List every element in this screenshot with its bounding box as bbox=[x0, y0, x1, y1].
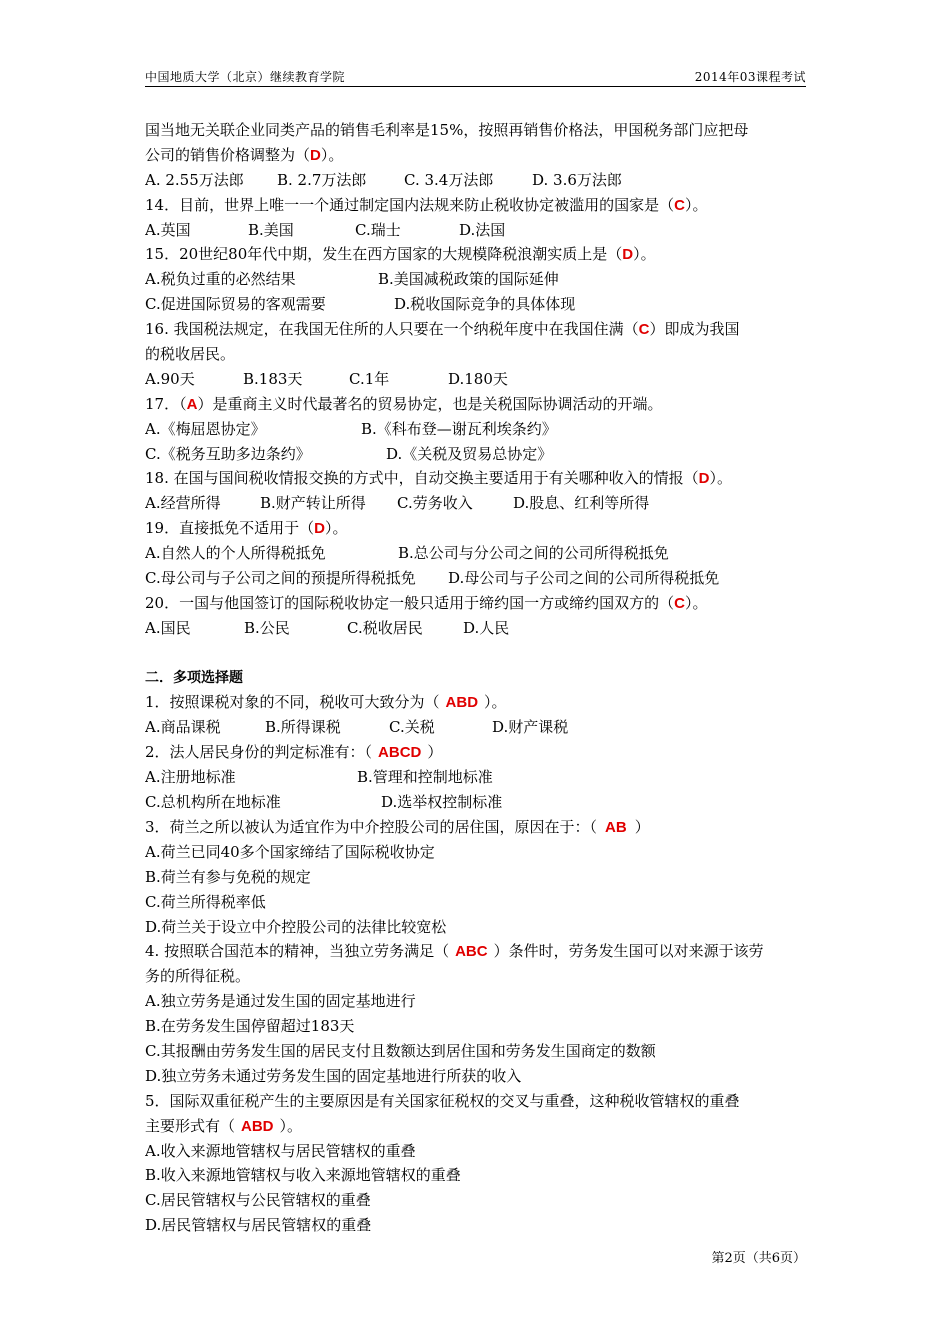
option-a: A.商品课税 bbox=[145, 718, 221, 737]
section-spacer bbox=[145, 641, 806, 666]
option-c: C.1年 bbox=[349, 369, 390, 388]
option-a: A.税负过重的必然结果 bbox=[145, 270, 296, 289]
option-b: B.财产转让所得 bbox=[260, 494, 366, 513]
option-c: C.《税务互助多边条约》 bbox=[145, 444, 311, 463]
option-c: C.母公司与子公司之间的预提所得税抵免 bbox=[145, 569, 416, 588]
page-number: 第2页（共6页） bbox=[711, 1251, 806, 1266]
answer-mark: C bbox=[674, 196, 685, 214]
q15-options bbox=[145, 267, 806, 292]
option-a: A.收入来源地管辖权与居民管辖权的重叠 bbox=[145, 1141, 416, 1160]
q15-options bbox=[145, 292, 806, 317]
m4-text-line: 务的所得征税。 bbox=[145, 967, 251, 986]
answer-mark: C bbox=[674, 594, 685, 612]
option-a: A.自然人的个人所得税抵免 bbox=[145, 544, 326, 563]
option-d: D.股息、红利等所得 bbox=[513, 494, 650, 513]
question-19: 19．直接抵免不适用于（D）。 bbox=[145, 519, 348, 538]
option-b: B.荷兰有参与免税的规定 bbox=[145, 867, 311, 886]
option-d: D. 3.6万法郎 bbox=[532, 170, 622, 189]
question-17: 17．（A）是重商主义时代最著名的贸易协定，也是关税国际协调活动的开端。 bbox=[145, 394, 663, 413]
exam-content bbox=[145, 118, 806, 1238]
q18-options bbox=[145, 491, 806, 516]
question-18: 18. 在国与国间税收情报交换的方式中，自动交换主要适用于有关哪种收入的情报（D）。 bbox=[145, 469, 732, 488]
option-a: A.《梅屈恩协定》 bbox=[145, 419, 266, 438]
answer-mark: ABC bbox=[455, 943, 488, 961]
option-c: C.荷兰所得税率低 bbox=[145, 892, 266, 911]
multi-question-4: 4. 按照联合国范本的精神，当独立劳务满足（ ABC ）条件时，劳务发生国可以对来源于该劳 bbox=[145, 942, 764, 961]
option-a: A.独立劳务是通过发生国的固定基地进行 bbox=[145, 992, 416, 1011]
option-b: B.总公司与分公司之间的公司所得税抵免 bbox=[398, 544, 669, 563]
option-b: B.所得课税 bbox=[265, 718, 341, 737]
option-d: D.人民 bbox=[463, 618, 510, 637]
section-title: 二．多项选择题 bbox=[145, 669, 243, 686]
multi-question-1: 1．按照课税对象的不同，税收可大致分为（ ABD ）。 bbox=[145, 693, 507, 712]
option-c: C.劳务收入 bbox=[397, 494, 473, 513]
option-c: C.总机构所在地标准 bbox=[145, 793, 281, 812]
option-c: C.瑞士 bbox=[355, 220, 401, 239]
header-institution: 中国地质大学（北京）继续教育学院 bbox=[145, 70, 346, 84]
option-b: B.公民 bbox=[244, 618, 290, 637]
q16-options bbox=[145, 367, 806, 392]
answer-mark: A bbox=[186, 395, 198, 413]
multi-question-3: 3．荷兰之所以被认为适宜作为中介控股公司的居住国，原因在于：（ AB ） bbox=[145, 817, 650, 836]
option-b: B.收入来源地管辖权与收入来源地管辖权的重叠 bbox=[145, 1166, 461, 1185]
m5-text-line: 主要形式有（ ABD ）。 bbox=[145, 1116, 303, 1135]
answer-mark: D bbox=[622, 246, 634, 264]
option-d: D.选举权控制标准 bbox=[381, 793, 503, 812]
answer-mark: AB bbox=[605, 818, 627, 836]
answer-mark: ABD bbox=[445, 694, 479, 712]
option-d: D.荷兰关于设立中介控股公司的法律比较宽松 bbox=[145, 917, 447, 936]
option-c: C.其报酬由劳务发生国的居民支付且数额达到居住国和劳务发生国商定的数额 bbox=[145, 1041, 656, 1060]
answer-mark: ABCD bbox=[378, 744, 422, 762]
option-c: C.关税 bbox=[389, 718, 435, 737]
q14-options bbox=[145, 218, 806, 243]
option-a: A.国民 bbox=[145, 618, 191, 637]
option-d: D.独立劳务未通过劳务发生国的固定基地进行所获的收入 bbox=[145, 1066, 522, 1085]
option-b: B.183天 bbox=[243, 369, 303, 388]
question-16: 16. 我国税法规定，在我国无住所的人只要在一个纳税年度中在我国住满（C）即成为我国 bbox=[145, 320, 740, 339]
q19-options bbox=[145, 541, 806, 566]
answer-mark: D bbox=[314, 520, 325, 538]
q13-options bbox=[145, 168, 806, 193]
answer-mark: D bbox=[698, 470, 710, 488]
question-14: 14．目前，世界上唯一一个通过制定国内法规来防止税收协定被滥用的国家是（C）。 bbox=[145, 195, 708, 214]
option-b: B.美国 bbox=[248, 220, 294, 239]
option-a: A.荷兰已同40多个国家缔结了国际税收协定 bbox=[145, 842, 435, 861]
header-exam-title: 2014年03课程考试 bbox=[694, 70, 806, 84]
option-d: D.财产课税 bbox=[492, 718, 569, 737]
m1-options bbox=[145, 715, 806, 740]
question-15: 15．20世纪80年代中期，发生在西方国家的大规模降税浪潮实质上是（D）。 bbox=[145, 245, 656, 264]
option-a: A.经营所得 bbox=[145, 494, 221, 513]
option-b: B.管理和控制地标准 bbox=[357, 768, 493, 787]
q17-options bbox=[145, 442, 806, 467]
q13-text-line: 公司的销售价格调整为（D）。 bbox=[145, 145, 344, 164]
multi-question-5: 5．国际双重征税产生的主要原因是有关国家征税权的交叉与重叠，这种税收管辖权的重叠 bbox=[145, 1091, 740, 1110]
answer-mark: D bbox=[310, 146, 321, 164]
answer-mark: ABD bbox=[241, 1117, 274, 1135]
option-b: B.美国减税政策的国际延伸 bbox=[378, 270, 559, 289]
q19-options bbox=[145, 566, 806, 591]
m2-options bbox=[145, 790, 806, 815]
q20-options bbox=[145, 616, 806, 641]
option-b: B. 2.7万法郎 bbox=[277, 170, 367, 189]
option-a: A.注册地标准 bbox=[145, 768, 236, 787]
option-b: B.在劳务发生国停留超过183天 bbox=[145, 1017, 355, 1036]
option-d: D.居民管辖权与居民管辖权的重叠 bbox=[145, 1216, 372, 1235]
m2-options bbox=[145, 765, 806, 790]
answer-mark: C bbox=[638, 321, 650, 339]
option-a: A. 2.55万法郎 bbox=[145, 170, 244, 189]
option-d: D.180天 bbox=[448, 369, 508, 388]
option-c: C.税收居民 bbox=[347, 618, 423, 637]
page-header bbox=[145, 66, 806, 87]
option-d: D.税收国际竞争的具体体现 bbox=[394, 295, 576, 314]
question-20: 20．一国与他国签订的国际税收协定一般只适用于缔约国一方或缔约国双方的（C）。 bbox=[145, 593, 708, 612]
option-a: A.英国 bbox=[145, 220, 191, 239]
option-d: D.《关税及贸易总协定》 bbox=[386, 444, 553, 463]
option-d: D.法国 bbox=[459, 220, 506, 239]
option-c: C.居民管辖权与公民管辖权的重叠 bbox=[145, 1191, 371, 1210]
q17-options bbox=[145, 417, 806, 442]
option-a: A.90天 bbox=[145, 369, 195, 388]
q13-text-line: 国当地无关联企业同类产品的销售毛利率是15%，按照再销售价格法，甲国税务部门应把母 bbox=[145, 121, 749, 139]
option-b: B.《科布登—谢瓦利埃条约》 bbox=[361, 419, 557, 438]
option-c: C.促进国际贸易的客观需要 bbox=[145, 295, 326, 314]
q16-text-line: 的税收居民。 bbox=[145, 345, 236, 364]
option-c: C. 3.4万法郎 bbox=[404, 170, 494, 189]
option-d: D.母公司与子公司之间的公司所得税抵免 bbox=[448, 569, 720, 588]
multi-question-2: 2．法人居民身份的判定标准有：（ ABCD ） bbox=[145, 743, 443, 762]
